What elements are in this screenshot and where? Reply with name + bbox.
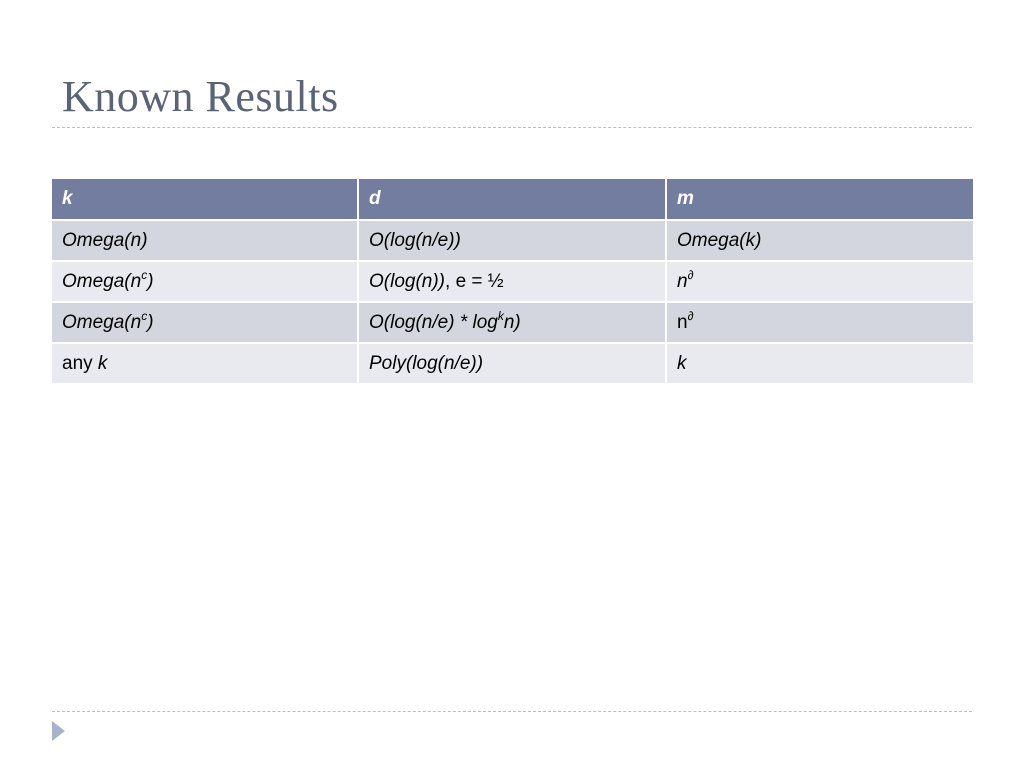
cell-d-close: n) bbox=[503, 311, 521, 333]
cell-k: Omega(n) bbox=[52, 220, 358, 261]
cell-k bbox=[52, 343, 358, 384]
title-divider bbox=[52, 127, 972, 128]
table-row bbox=[52, 220, 973, 261]
superscript-partial: ∂ bbox=[687, 308, 694, 323]
cell-d bbox=[358, 302, 666, 343]
results-table bbox=[52, 179, 973, 385]
cell-m: k bbox=[666, 343, 973, 384]
superscript-partial: ∂ bbox=[687, 267, 694, 282]
cell-d-condition: , e = ½ bbox=[445, 270, 504, 292]
cell-m: Omega(k) bbox=[666, 220, 973, 261]
footer-divider bbox=[52, 711, 972, 712]
cell-k-text: Omega(n bbox=[62, 311, 142, 333]
column-header-k: k bbox=[52, 179, 358, 220]
cell-k-close: ) bbox=[147, 270, 154, 292]
cell-d: Poly(log(n/e)) bbox=[358, 343, 666, 384]
table-row bbox=[52, 302, 973, 343]
cell-k-text: Omega(n bbox=[62, 270, 142, 292]
superscript-k: k bbox=[497, 308, 504, 323]
cell-d-formula: O(log(n)) bbox=[369, 270, 446, 292]
table-row bbox=[52, 261, 973, 302]
cell-m bbox=[666, 261, 973, 302]
cell-k-close: ) bbox=[147, 311, 154, 333]
cell-k-prefix: any bbox=[62, 352, 98, 374]
play-triangle-icon bbox=[52, 721, 65, 741]
table-row bbox=[52, 343, 973, 384]
cell-m bbox=[666, 302, 973, 343]
slide-title: Known Results bbox=[62, 72, 339, 121]
cell-d bbox=[358, 261, 666, 302]
cell-k bbox=[52, 302, 358, 343]
table-header-row bbox=[52, 179, 973, 220]
superscript-c: c bbox=[141, 308, 148, 323]
cell-d: O(log(n/e)) bbox=[358, 220, 666, 261]
column-header-d: d bbox=[358, 179, 666, 220]
cell-m-base: n bbox=[677, 311, 688, 333]
cell-d-text: O(log(n/e) * log bbox=[369, 311, 498, 333]
column-header-m: m bbox=[666, 179, 973, 220]
cell-m-base: n bbox=[677, 270, 688, 292]
superscript-c: c bbox=[141, 267, 148, 282]
cell-k bbox=[52, 261, 358, 302]
cell-k-variable: k bbox=[97, 352, 108, 374]
